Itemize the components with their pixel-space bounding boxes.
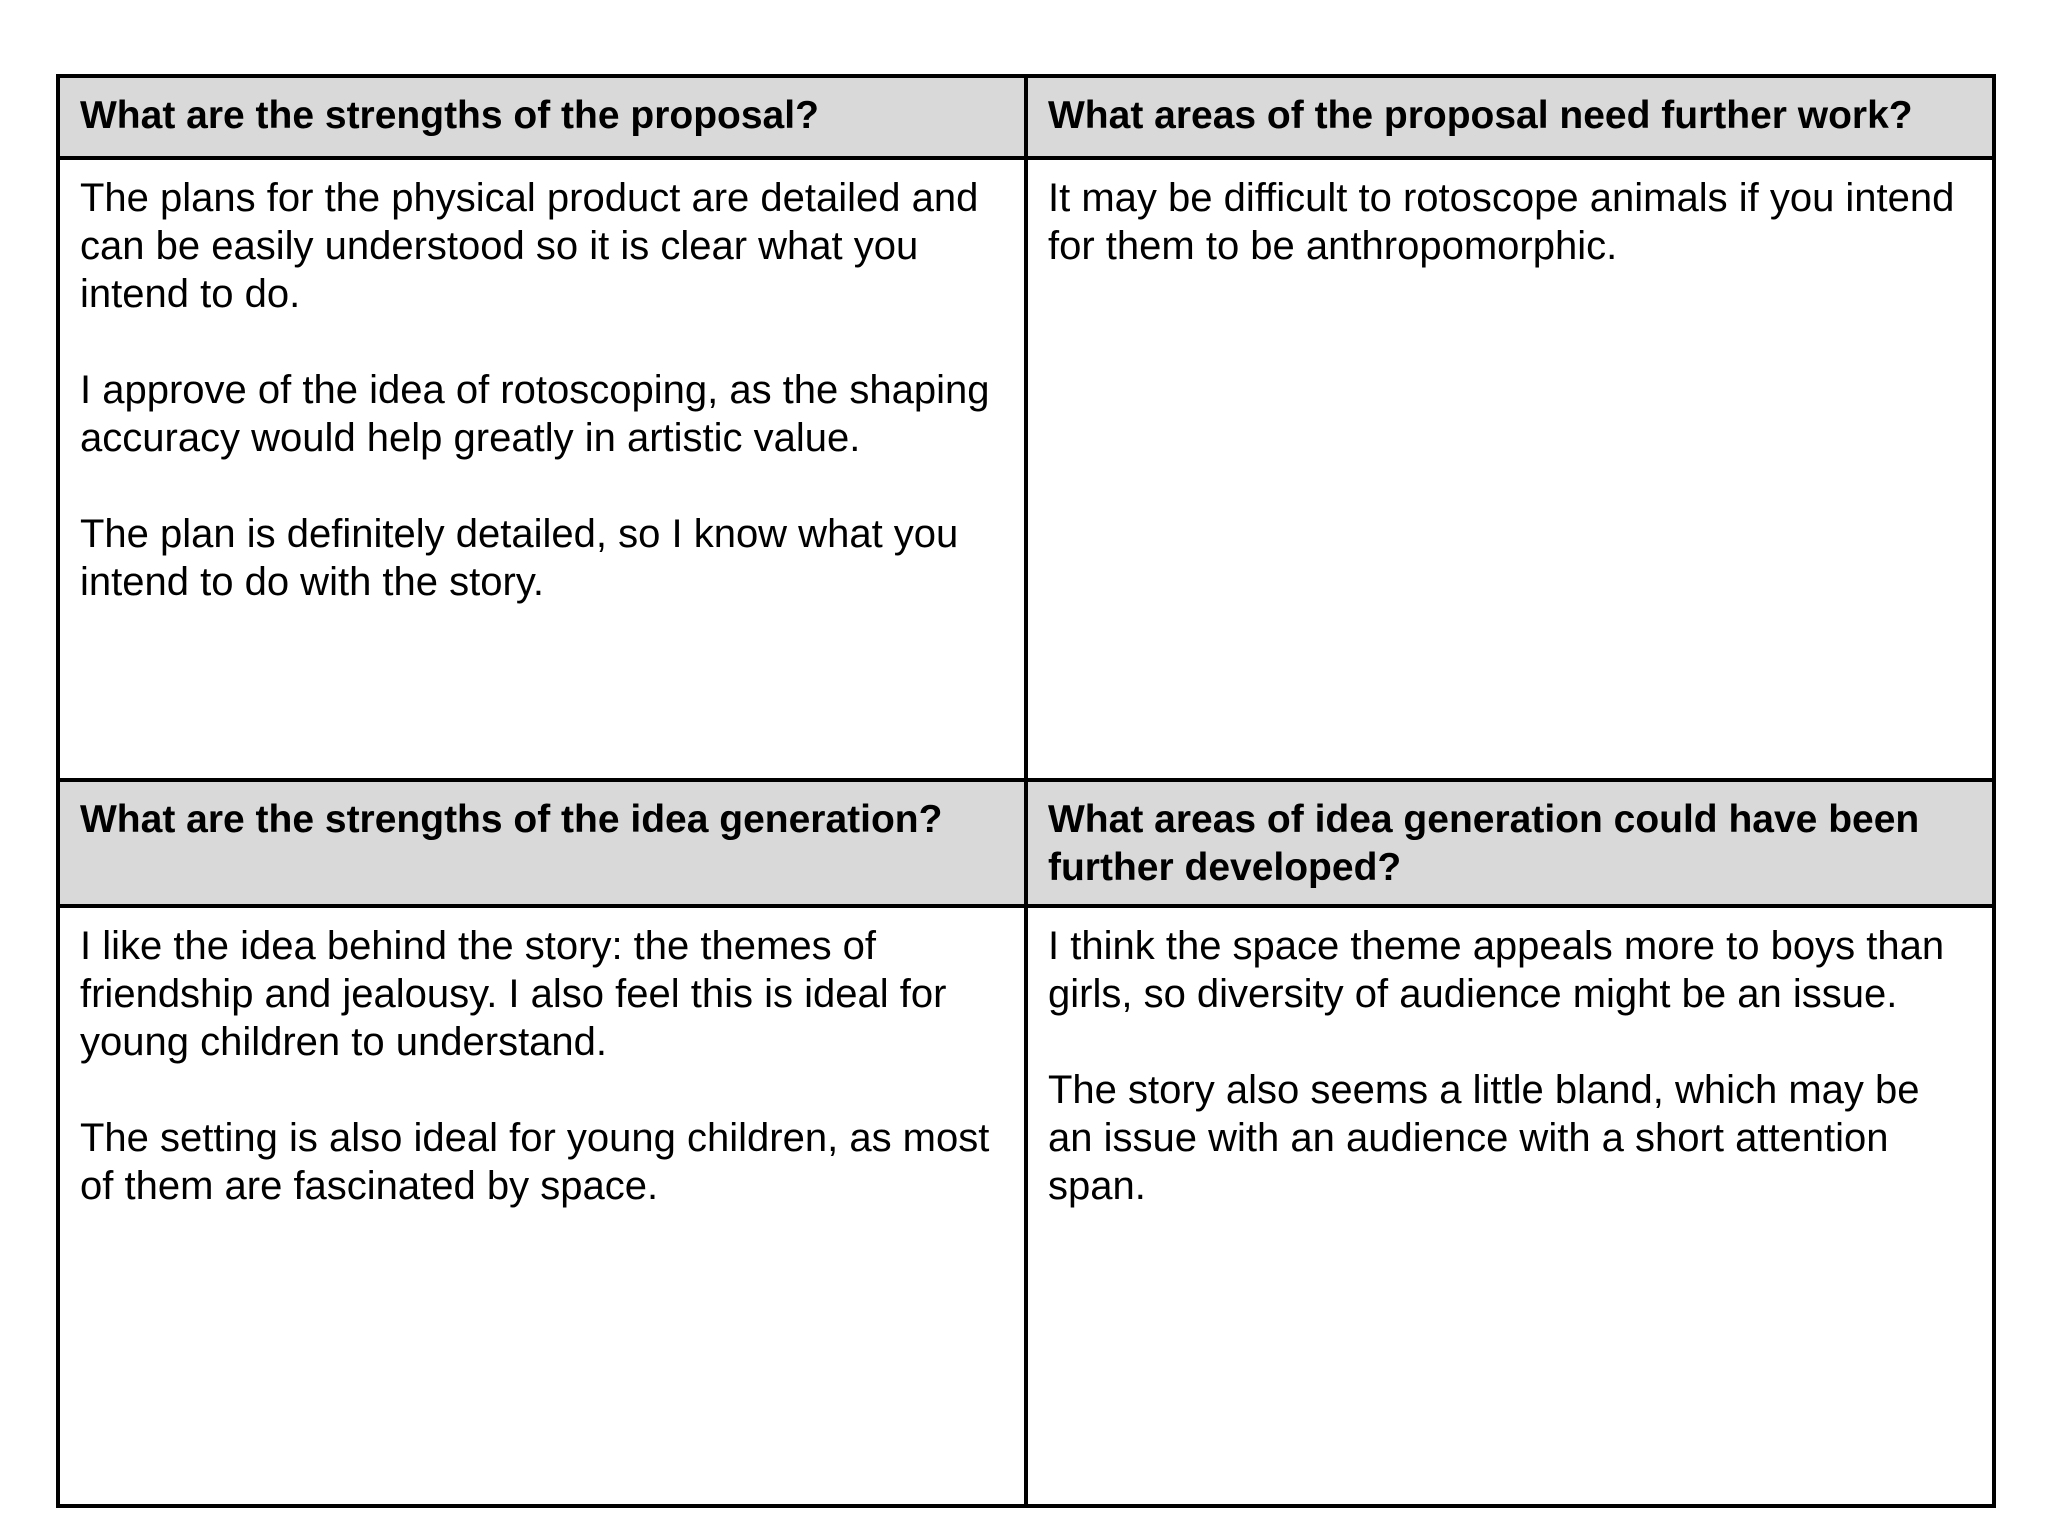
body-row-proposal — [58, 158, 1994, 780]
paragraph: The plans for the physical product are detailed and can be easily understood so it is clear what you intend to do. — [80, 176, 990, 316]
body-cell-proposal-further-work — [1026, 158, 1994, 780]
heading-cell-idea-further-developed: What areas of idea generation could have been further developed? — [1026, 780, 1994, 906]
paragraph: I like the idea behind the story: the themes of friendship and jealousy. I also feel this is ideal for young children to understand. — [80, 924, 958, 1064]
paragraph: The story also seems a little bland, which may be an issue with an audience with a short attention span. — [1048, 1068, 1931, 1208]
body-row-idea-generation — [58, 906, 1994, 1506]
heading-row-proposal — [58, 76, 1994, 158]
body-cell-idea-further-developed — [1026, 906, 1994, 1506]
paragraph: It may be difficult to rotoscope animals if you intend for them to be anthropomorphic. — [1048, 176, 1966, 268]
paragraph: The plan is definitely detailed, so I know what you intend to do with the story. — [80, 512, 970, 604]
feedback-table — [56, 74, 1996, 1508]
body-cell-proposal-strengths — [58, 158, 1026, 780]
heading-row-idea-generation — [58, 780, 1994, 906]
paragraph: I think the space theme appeals more to boys than girls, so diversity of audience might be an issue. — [1048, 924, 1956, 1016]
heading-cell-idea-strengths: What are the strengths of the idea generation? — [58, 780, 1026, 906]
paragraph: The setting is also ideal for young children, as most of them are fascinated by space. — [80, 1116, 1001, 1208]
body-cell-idea-strengths — [58, 906, 1026, 1506]
heading-cell-proposal-further-work: What areas of the proposal need further work? — [1026, 76, 1994, 158]
paragraph: I approve of the idea of rotoscoping, as the shaping accuracy would help greatly in artistic value. — [80, 368, 1001, 460]
heading-cell-proposal-strengths: What are the strengths of the proposal? — [58, 76, 1026, 158]
